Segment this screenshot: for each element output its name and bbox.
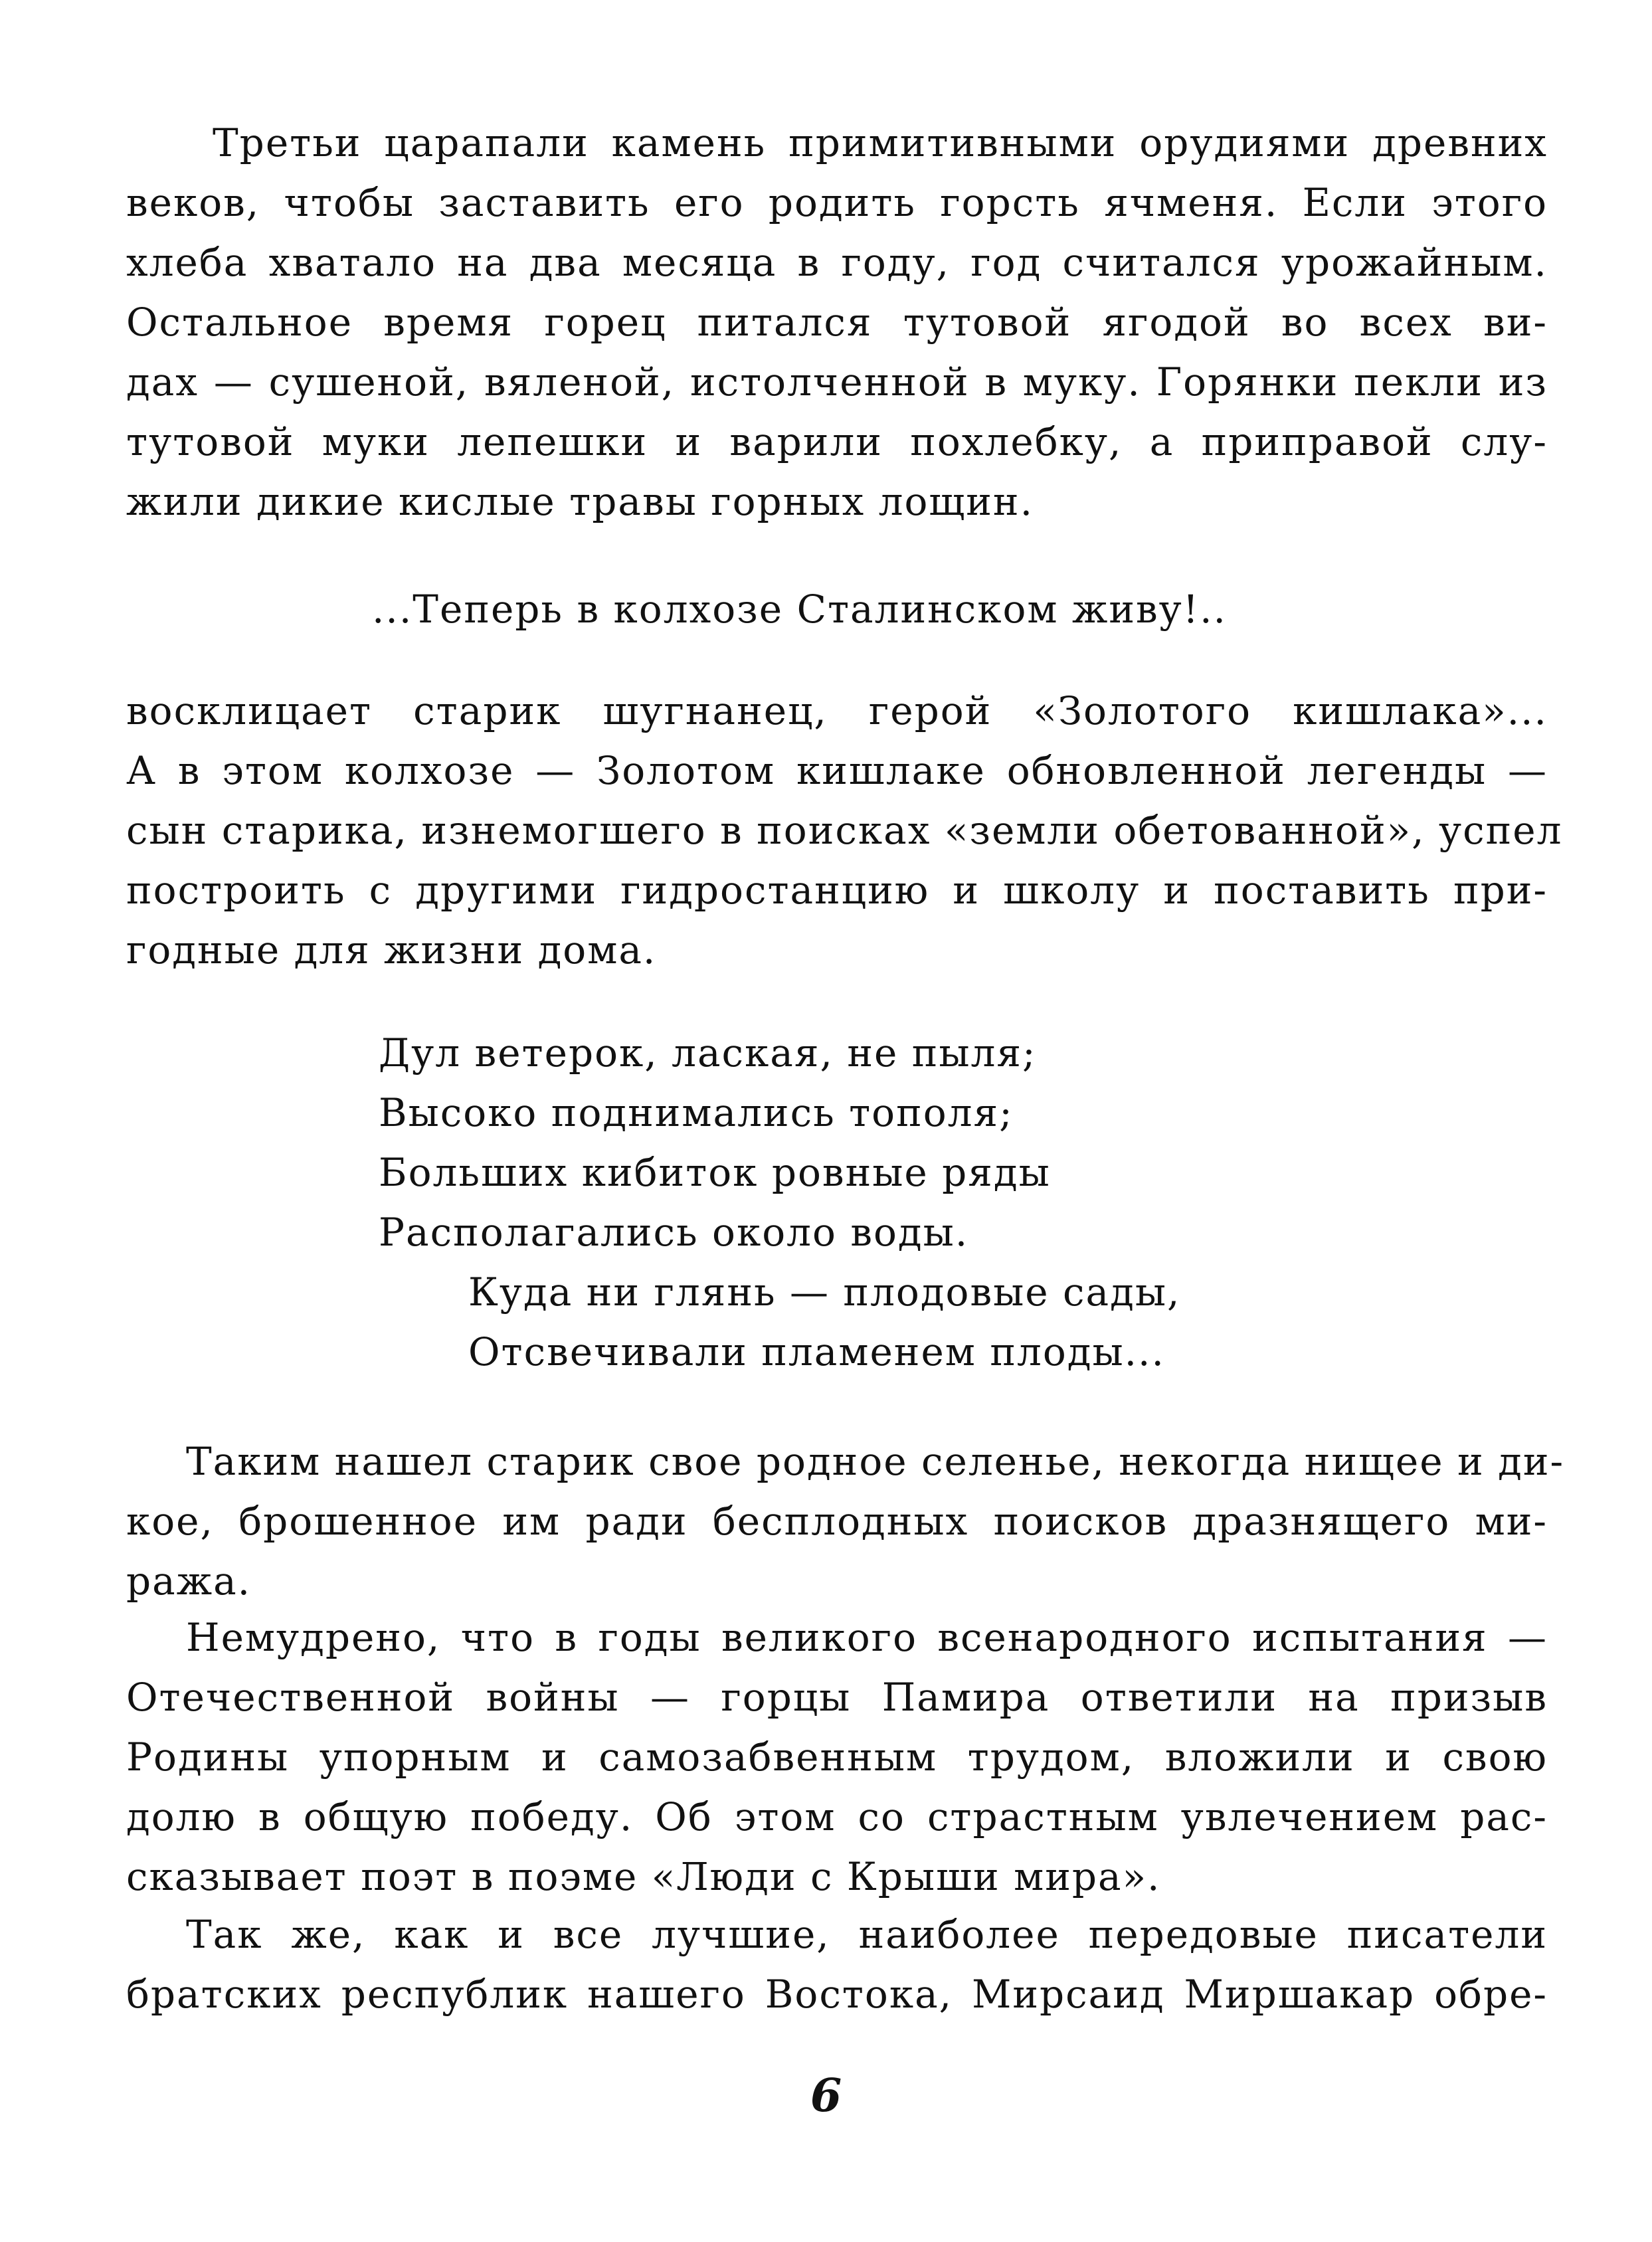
paragraph-2: [126, 681, 1563, 980]
text-line: Так же, как и все лучшие, наиболее передовые писатели: [186, 1912, 1548, 1957]
paragraph-5: [126, 1905, 1548, 2024]
poem-line: Высоко поднимались тополя;: [379, 1090, 1014, 1135]
text-line: Остальное время горец питался тутовой ягодой во всех ви-: [126, 300, 1548, 345]
text-line: Таким нашел старик свое родное селенье, некогда нищее и ди-: [186, 1439, 1565, 1484]
paragraph-1: [126, 113, 1548, 531]
poem-line: Куда ни глянь — плодовые сады,: [468, 1269, 1181, 1315]
page-number: 6: [810, 2069, 842, 2122]
text-line: сказывает поэт в поэме «Люди с Крыши мира».: [126, 1854, 1161, 1899]
text-line: жили дикие кислые травы горных лощин.: [126, 479, 1034, 524]
text-line: сын старика, изнемогшего в поисках «земли обетованной», успел: [126, 808, 1563, 853]
poem-line: Отсвечивали пламенем плоды...: [468, 1329, 1165, 1374]
text-line: дах — сушеной, вяленой, истолченной в муку. Горянки пекли из: [126, 359, 1548, 405]
text-line: веков, чтобы заставить его родить горсть ячменя. Если этого: [126, 180, 1548, 225]
poem-line: Располагались около воды.: [379, 1210, 969, 1255]
paragraph-3: [126, 1432, 1565, 1611]
text-line: долю в общую победу. Об этом со страстным увлечением рас-: [126, 1794, 1548, 1839]
text-line: годные для жизни дома.: [126, 927, 657, 973]
text-line: построить с другими гидростанцию и школу и поставить при-: [126, 868, 1548, 913]
text-line: хлеба хватало на два месяца в году, год считался урожайным.: [126, 240, 1548, 285]
text-line: восклицает старик шугнанец, герой «Золотого кишлака»...: [126, 688, 1548, 733]
poem-stanza: [379, 1023, 1309, 1382]
paragraph-4: [126, 1608, 1548, 1907]
text-line: кое, брошенное им ради бесплодных поисков дразнящего ми-: [126, 1499, 1548, 1544]
text-line: Родины упорным и самозабвенным трудом, вложили и свою: [126, 1734, 1548, 1780]
text-line: ...Теперь в колхозе Сталинском живу!..: [372, 587, 1227, 632]
text-line: братских республик нашего Востока, Мирсаид Миршакар обре-: [126, 1972, 1548, 2017]
poem-line: Дул ветерок, лаская, не пыля;: [379, 1030, 1037, 1075]
text-line: Третьи царапали камень примитивными орудиями древних: [213, 120, 1548, 165]
text-line: Отечественной войны — горцы Памира ответили на призыв: [126, 1675, 1548, 1720]
text-line: Немудрено, что в годы великого всенародного испытания —: [186, 1615, 1548, 1660]
text-line: А в этом колхозе — Золотом кишлаке обновленной легенды —: [126, 748, 1548, 793]
text-line: ража.: [126, 1558, 252, 1604]
text-line: тутовой муки лепешки и варили похлебку, а приправой слу-: [126, 419, 1548, 464]
quoted-verse: [372, 579, 1435, 639]
poem-line: Больших кибиток ровные ряды: [379, 1150, 1051, 1195]
